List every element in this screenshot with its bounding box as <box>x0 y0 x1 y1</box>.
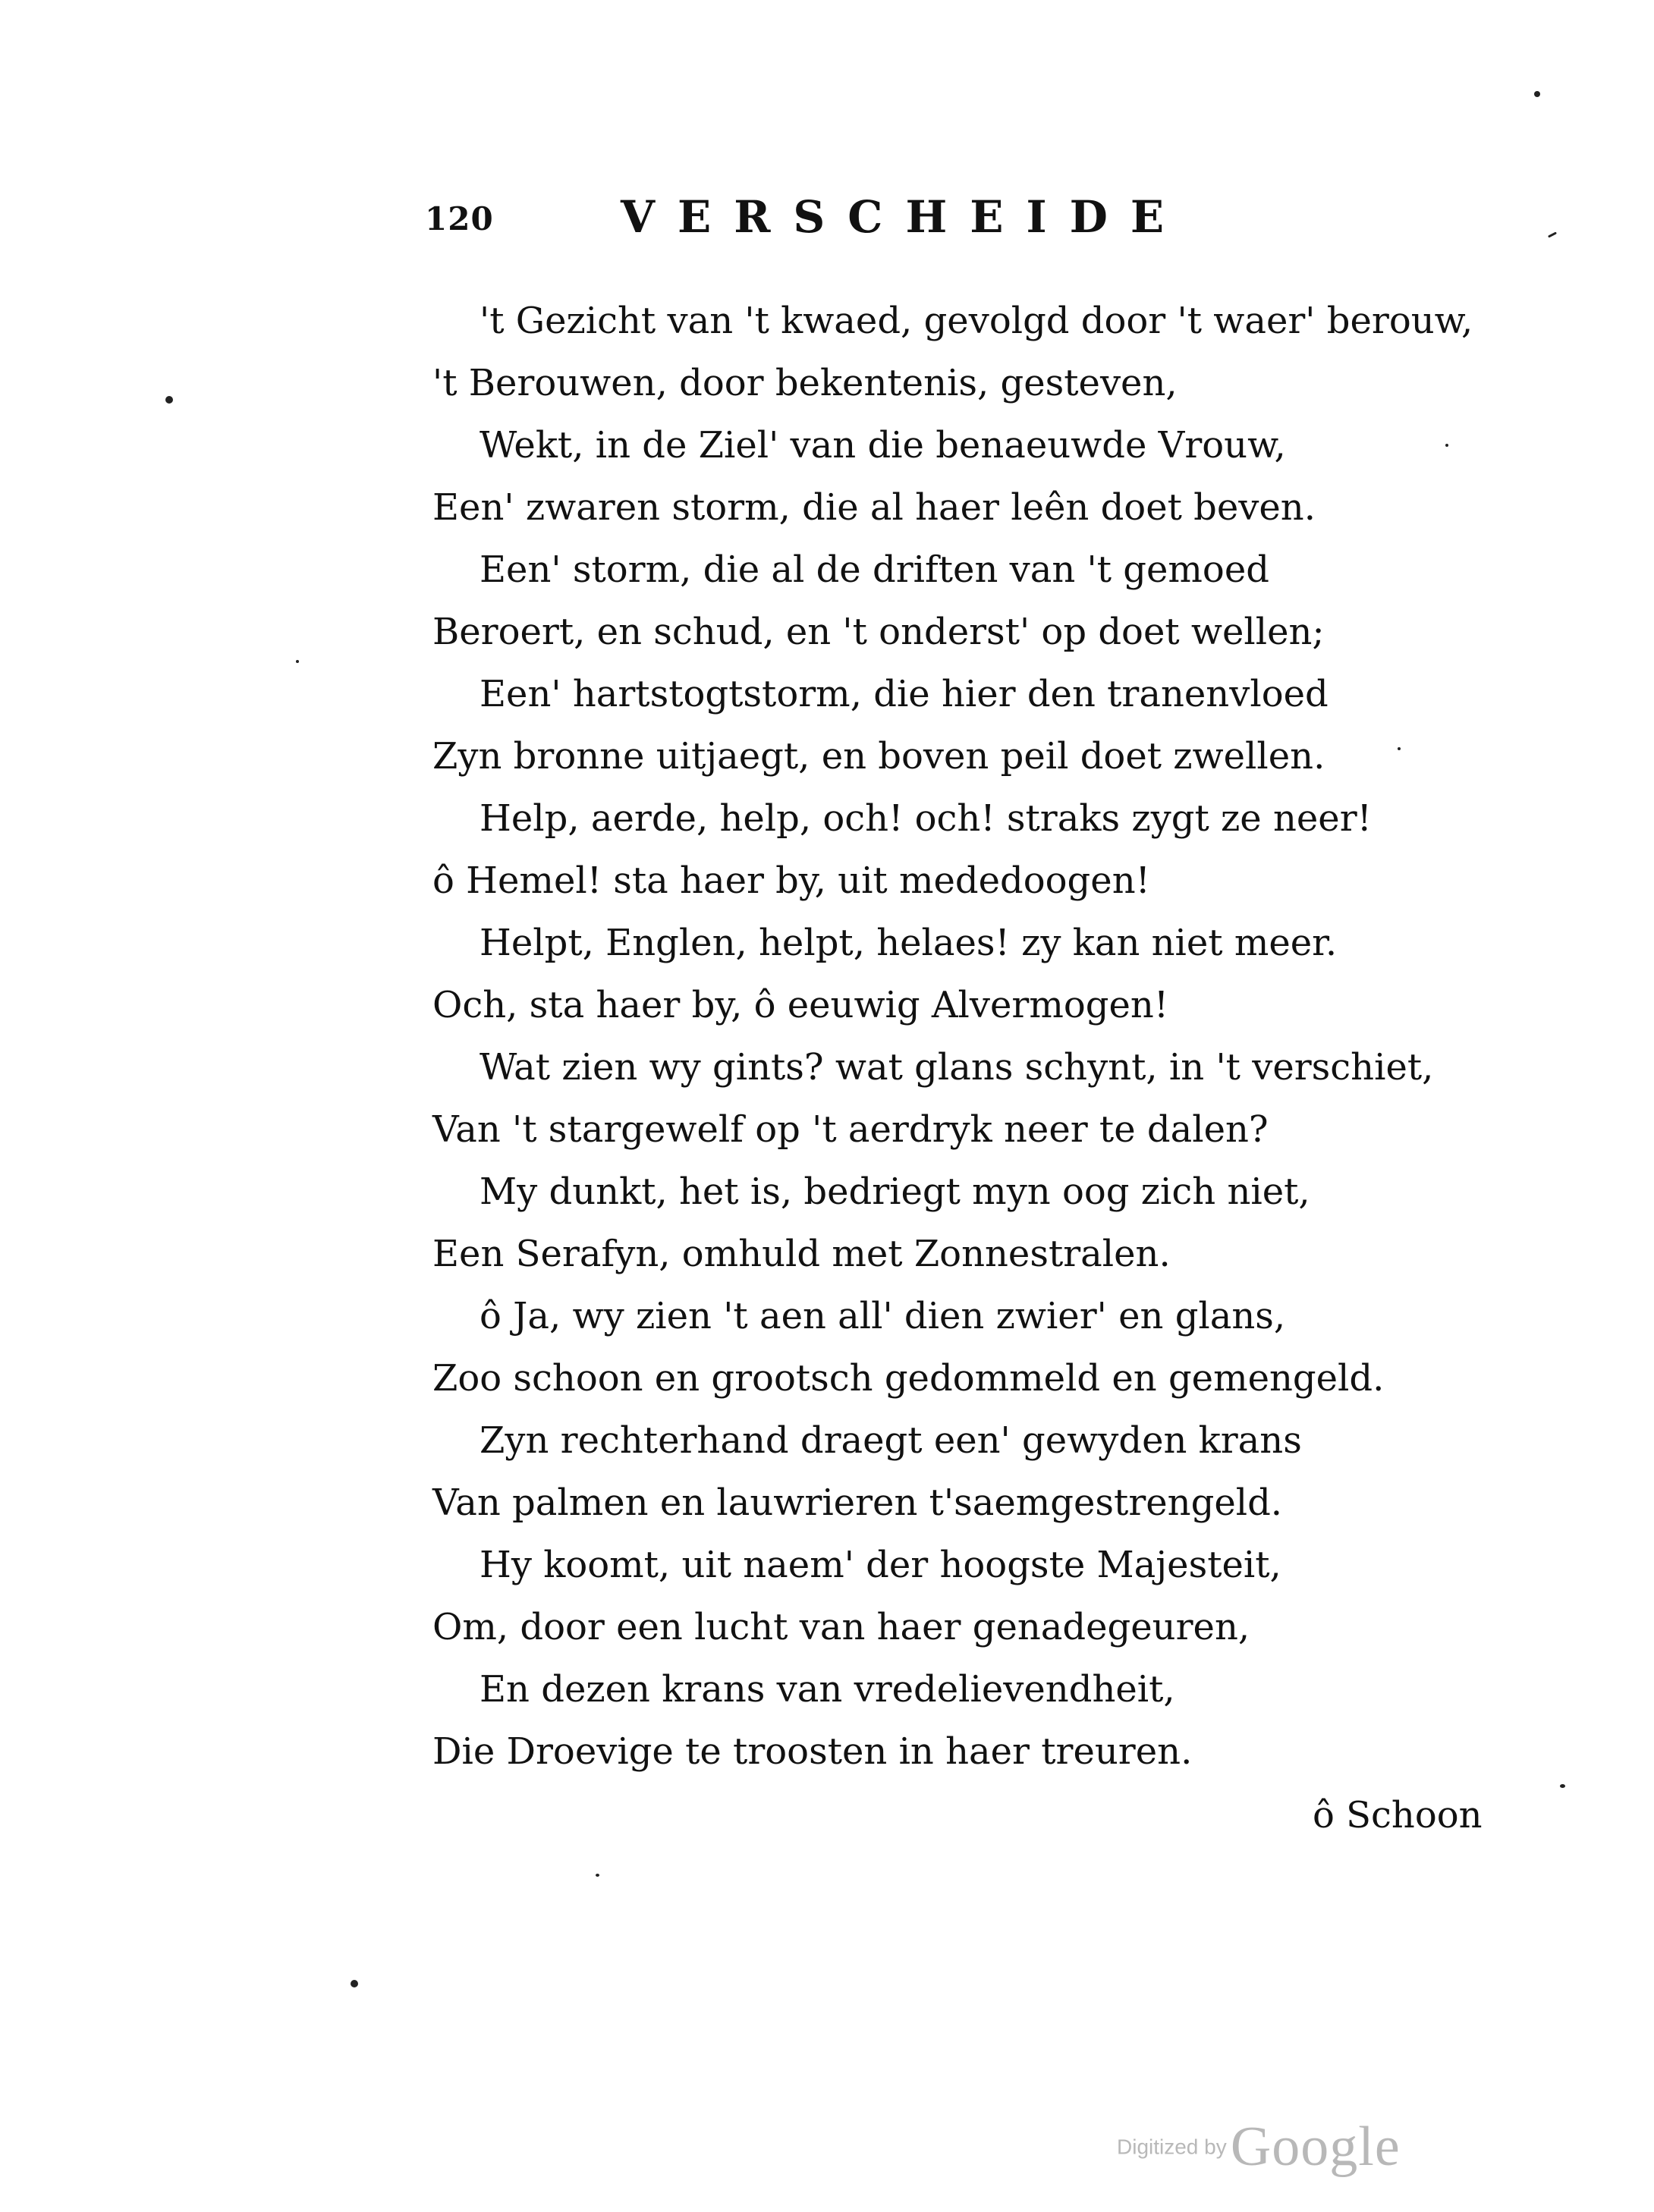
poem-line: Beroert, en schud, en 't onderst' op doet wellen; <box>432 611 1325 653</box>
poem-line: Van 't stargewelf op 't aerdryk neer te dalen? <box>432 1108 1269 1151</box>
poem-line: Zoo schoon en grootsch gedommeld en gemengeld. <box>432 1357 1385 1400</box>
poem-line: Een' storm, die al de driften van 't gemoed <box>480 548 1269 591</box>
watermark-prefix: Digitized by <box>1117 2135 1227 2159</box>
scan-speck <box>1534 91 1540 97</box>
poem-line: Wat zien wy gints? wat glans schynt, in 't verschiet, <box>480 1046 1434 1089</box>
poem-text <box>432 290 1479 1783</box>
poem-line: ô Ja, wy zien 't aen all' dien zwier' en glans, <box>480 1295 1286 1337</box>
poem-line: 't Berouwen, door bekentenis, gesteven, <box>432 362 1178 404</box>
poem-line: Een Serafyn, omhuld met Zonnestralen. <box>432 1233 1171 1275</box>
poem-line: Zyn rechterhand draegt een' gewyden krans <box>480 1419 1302 1462</box>
page-header <box>425 191 1305 252</box>
scan-speck <box>1398 747 1401 750</box>
poem-line: Zyn bronne uitjaegt, en boven peil doet zwellen. <box>432 735 1325 778</box>
scan-speck <box>1560 1784 1565 1788</box>
digitized-watermark <box>1117 2115 1401 2179</box>
poem-line: Hy koomt, uit naem' der hoogste Majesteit, <box>480 1544 1281 1586</box>
scan-speck <box>1548 231 1557 237</box>
poem-line: My dunkt, het is, bedriegt myn oog zich niet, <box>480 1170 1310 1213</box>
scan-speck <box>1445 444 1448 447</box>
poem-line: Help, aerde, help, och! och! straks zygt ze neer! <box>480 797 1372 840</box>
catchword: ô Schoon <box>1313 1794 1483 1837</box>
poem-line: Die Droevige te troosten in haer treuren. <box>432 1730 1193 1773</box>
poem-line: Helpt, Englen, helpt, helaes! zy kan niet meer. <box>480 922 1338 964</box>
poem-line: En dezen krans van vredelievendheit, <box>480 1668 1175 1711</box>
poem-line: Om, door een lucht van haer genadegeuren, <box>432 1606 1250 1648</box>
poem-line: 't Gezicht van 't kwaed, gevolgd door 't waer' berouw, <box>480 300 1473 342</box>
poem-line: Een' zwaren storm, die al haer leên doet beven. <box>432 486 1316 529</box>
page-number: 120 <box>425 200 494 237</box>
poem-line: Och, sta haer by, ô eeuwig Alvermogen! <box>432 984 1169 1026</box>
scan-speck <box>165 396 173 404</box>
scan-speck <box>296 660 299 663</box>
running-title: VERSCHEIDE <box>621 191 1187 243</box>
poem-line: Wekt, in de Ziel' van die benaeuwde Vrouw, <box>480 424 1286 467</box>
poem-line: Van palmen en lauwrieren t'saemgestrengeld. <box>432 1481 1283 1524</box>
scan-speck <box>596 1874 599 1877</box>
poem-line: ô Hemel! sta haer by, uit mededoogen! <box>432 859 1150 902</box>
scan-speck <box>351 1980 358 1987</box>
watermark-brand: Google <box>1230 2116 1401 2178</box>
poem-line: Een' hartstogtstorm, die hier den tranenvloed <box>480 673 1329 715</box>
